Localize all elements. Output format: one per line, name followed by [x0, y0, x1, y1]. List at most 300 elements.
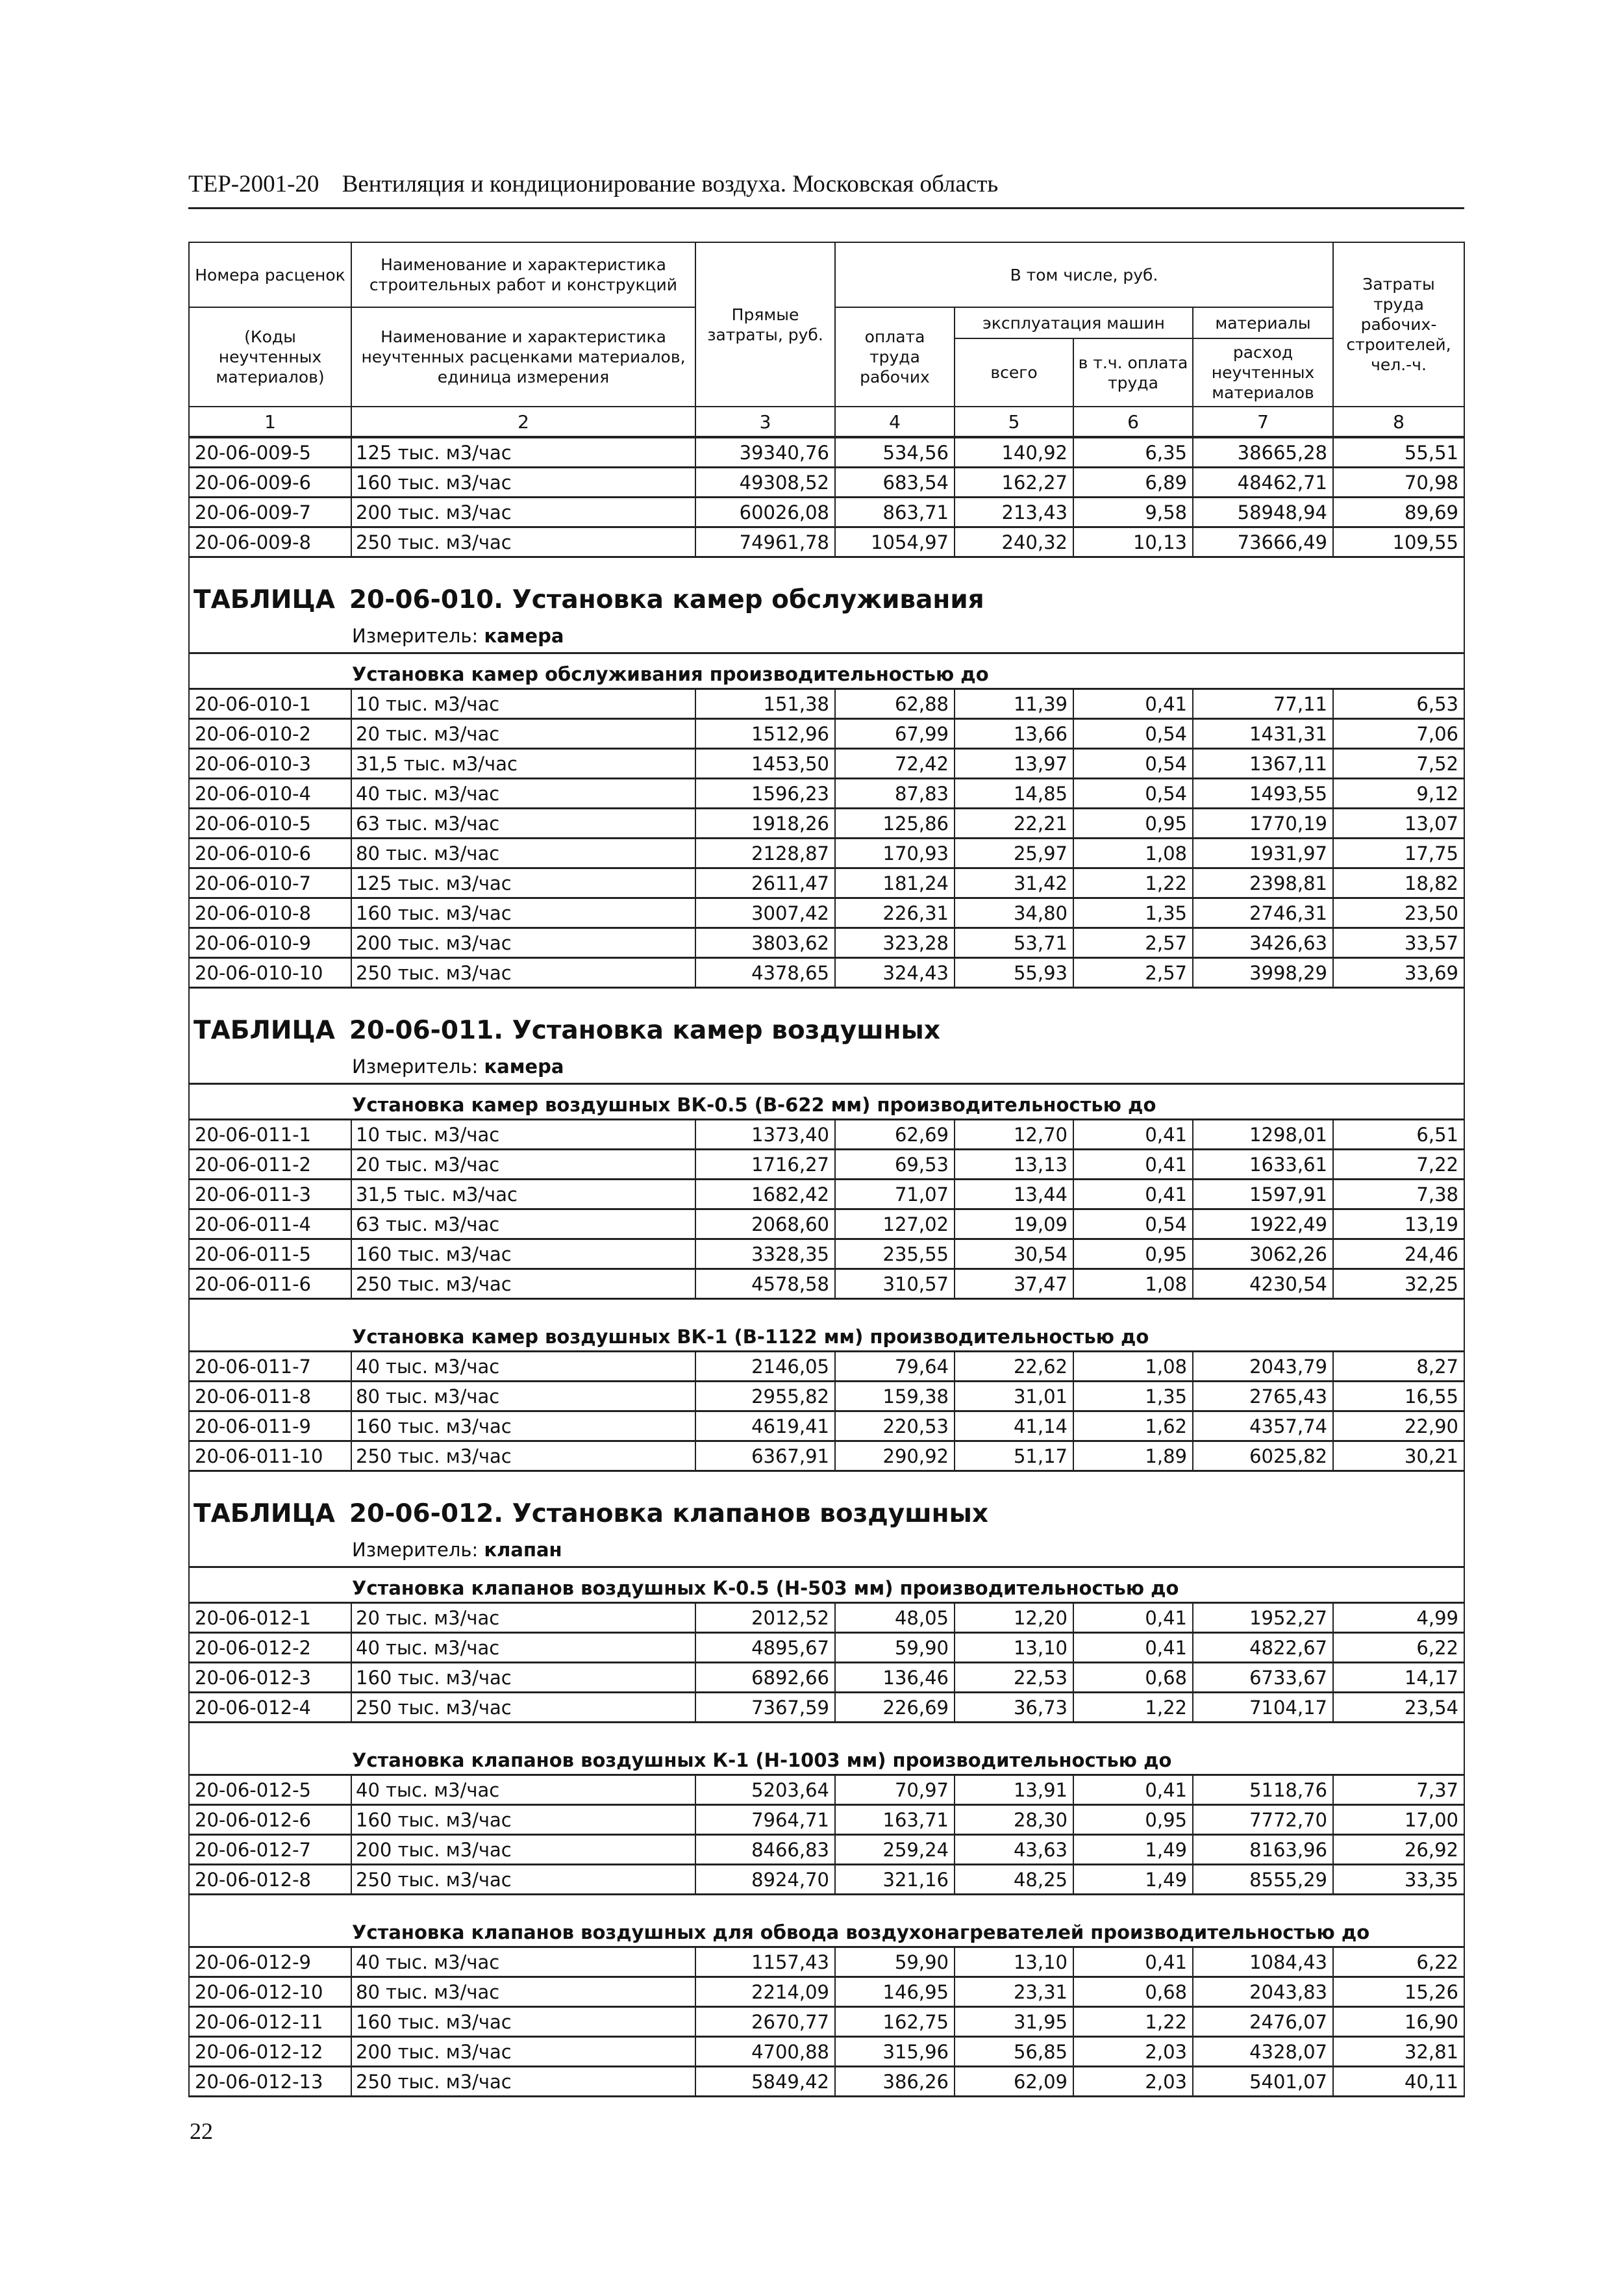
cell-work-name: 160 тыс. м3/час: [351, 898, 695, 928]
group-heading: Установка камер воздушных ВК-0.5 (В-622 мм) производительностью до: [189, 1084, 1464, 1120]
cell-work-name: 40 тыс. м3/час: [351, 1947, 695, 1977]
cell-materials-unaccounted: 3426,63: [1193, 928, 1333, 958]
cell-machines-total: 240,32: [955, 527, 1073, 557]
cell-direct-costs: 1453,50: [695, 749, 835, 779]
cell-work-name: 250 тыс. м3/час: [351, 1441, 695, 1471]
cell-materials-unaccounted: 1431,31: [1193, 719, 1333, 749]
cell-machines-total: 13,10: [955, 1947, 1073, 1977]
cell-labor-hours: 30,21: [1333, 1441, 1464, 1471]
meter-unit: клапан: [484, 1539, 562, 1561]
table-row: [189, 2007, 1464, 2037]
table-header: [189, 242, 1464, 407]
cell-materials-unaccounted: 2476,07: [1193, 2007, 1333, 2037]
cell-work-name: 31,5 тыс. м3/час: [351, 749, 695, 779]
table-label: ТАБЛИЦА: [194, 1016, 335, 1045]
cell-rate-code: 20-06-010-9: [189, 928, 351, 958]
cell-work-name: 20 тыс. м3/час: [351, 1603, 695, 1633]
cell-machines-total: 22,53: [955, 1663, 1073, 1693]
table-body: [189, 407, 1464, 2097]
table-row: [189, 1239, 1464, 1269]
cell-labor-pay: 127,02: [835, 1209, 955, 1239]
cell-labor-hours: 6,51: [1333, 1120, 1464, 1150]
table-row: [189, 2037, 1464, 2067]
cell-direct-costs: 3803,62: [695, 928, 835, 958]
cell-machines-labor: 1,49: [1073, 1835, 1193, 1865]
cell-labor-hours: 6,22: [1333, 1633, 1464, 1663]
cell-machines-labor: 2,57: [1073, 958, 1193, 988]
cell-labor-hours: 13,19: [1333, 1209, 1464, 1239]
cell-labor-hours: 55,51: [1333, 437, 1464, 468]
header-labor-costs: Затраты труда рабочих-строителей, чел.-ч.: [1333, 242, 1464, 407]
cell-machines-total: 41,14: [955, 1411, 1073, 1441]
cell-labor-hours: 26,92: [1333, 1835, 1464, 1865]
table-row: [189, 1180, 1464, 1209]
cell-direct-costs: 4619,41: [695, 1411, 835, 1441]
document-title: Вентиляция и кондиционирование воздуха. Московская область: [342, 171, 999, 197]
cell-materials-unaccounted: 1770,19: [1193, 809, 1333, 839]
group-heading-row: [189, 653, 1464, 689]
cell-labor-hours: 4,99: [1333, 1603, 1464, 1633]
cell-machines-labor: 0,95: [1073, 1239, 1193, 1269]
cell-machines-labor: 1,35: [1073, 1382, 1193, 1411]
cell-labor-hours: 23,54: [1333, 1693, 1464, 1723]
cell-machines-labor: 0,41: [1073, 1120, 1193, 1150]
cell-labor-pay: 235,55: [835, 1239, 955, 1269]
cell-direct-costs: 5203,64: [695, 1775, 835, 1805]
cell-materials-unaccounted: 2765,43: [1193, 1382, 1333, 1411]
cell-labor-hours: 8,27: [1333, 1352, 1464, 1382]
meter: [189, 1052, 1464, 1084]
cell-work-name: 250 тыс. м3/час: [351, 1865, 695, 1895]
cell-labor-pay: 386,26: [835, 2067, 955, 2097]
cell-direct-costs: 2670,77: [695, 2007, 835, 2037]
cell-labor-pay: 534,56: [835, 437, 955, 468]
cell-labor-pay: 125,86: [835, 809, 955, 839]
cell-work-name: 40 тыс. м3/час: [351, 1352, 695, 1382]
cell-labor-pay: 162,75: [835, 2007, 955, 2037]
cell-machines-labor: 6,89: [1073, 468, 1193, 498]
cell-machines-total: 31,01: [955, 1382, 1073, 1411]
cell-labor-pay: 87,83: [835, 779, 955, 809]
table-row: [189, 1352, 1464, 1382]
cell-machines-labor: 0,68: [1073, 1977, 1193, 2007]
table-row: [189, 437, 1464, 468]
group-heading-row: [189, 1723, 1464, 1775]
cell-work-name: 250 тыс. м3/час: [351, 958, 695, 988]
cell-rate-code: 20-06-012-8: [189, 1865, 351, 1895]
cell-rate-code: 20-06-009-5: [189, 437, 351, 468]
cell-materials-unaccounted: 38665,28: [1193, 437, 1333, 468]
table-row: [189, 1411, 1464, 1441]
cell-machines-labor: 2,03: [1073, 2037, 1193, 2067]
cell-labor-pay: 59,90: [835, 1633, 955, 1663]
cell-rate-code: 20-06-011-1: [189, 1120, 351, 1150]
cell-machines-total: 14,85: [955, 779, 1073, 809]
cell-machines-labor: 1,08: [1073, 1269, 1193, 1299]
table-title: [189, 988, 1464, 1052]
cell-direct-costs: 2012,52: [695, 1603, 835, 1633]
cell-work-name: 20 тыс. м3/час: [351, 719, 695, 749]
cell-machines-total: 37,47: [955, 1269, 1073, 1299]
cell-work-name: 160 тыс. м3/час: [351, 2007, 695, 2037]
cell-machines-labor: 1,89: [1073, 1441, 1193, 1471]
cell-machines-labor: 1,08: [1073, 839, 1193, 868]
cell-labor-hours: 32,25: [1333, 1269, 1464, 1299]
group-heading: Установка клапанов воздушных К-1 (Н-1003 мм) производительностью до: [189, 1723, 1464, 1775]
cell-materials-unaccounted: 3062,26: [1193, 1239, 1333, 1269]
cell-labor-hours: 6,22: [1333, 1947, 1464, 1977]
cell-labor-pay: 70,97: [835, 1775, 955, 1805]
cell-work-name: 31,5 тыс. м3/час: [351, 1180, 695, 1209]
cell-machines-total: 30,54: [955, 1239, 1073, 1269]
cell-labor-hours: 7,52: [1333, 749, 1464, 779]
cell-materials-unaccounted: 7104,17: [1193, 1693, 1333, 1723]
group-heading: Установка клапанов воздушных К-0.5 (Н-503 мм) производительностью до: [189, 1567, 1464, 1603]
cell-labor-pay: 324,43: [835, 958, 955, 988]
cell-machines-total: 51,17: [955, 1441, 1073, 1471]
cell-direct-costs: 2128,87: [695, 839, 835, 868]
column-number: 5: [955, 407, 1073, 437]
table-row: [189, 498, 1464, 527]
price-table: [188, 242, 1465, 2097]
cell-machines-labor: 0,41: [1073, 1150, 1193, 1180]
group-heading-row: [189, 1299, 1464, 1352]
table-row: [189, 1835, 1464, 1865]
cell-rate-code: 20-06-012-6: [189, 1805, 351, 1835]
cell-labor-hours: 17,75: [1333, 839, 1464, 868]
cell-work-name: 200 тыс. м3/час: [351, 2037, 695, 2067]
header-machines-labor: в т.ч. оплата труда: [1073, 338, 1193, 407]
column-number: 8: [1333, 407, 1464, 437]
table-row: [189, 1663, 1464, 1693]
cell-labor-hours: 33,57: [1333, 928, 1464, 958]
cell-direct-costs: 4895,67: [695, 1633, 835, 1663]
cell-machines-total: 13,44: [955, 1180, 1073, 1209]
cell-work-name: 250 тыс. м3/час: [351, 527, 695, 557]
cell-machines-total: 12,70: [955, 1120, 1073, 1150]
cell-machines-total: 140,92: [955, 437, 1073, 468]
cell-labor-pay: 1054,97: [835, 527, 955, 557]
table-title-text: 20-06-011. Установка камер воздушных: [349, 1016, 940, 1045]
cell-machines-labor: 2,03: [1073, 2067, 1193, 2097]
cell-machines-total: 31,42: [955, 868, 1073, 898]
cell-work-name: 80 тыс. м3/час: [351, 1977, 695, 2007]
cell-work-name: 63 тыс. м3/час: [351, 1209, 695, 1239]
cell-rate-code: 20-06-010-7: [189, 868, 351, 898]
cell-rate-code: 20-06-010-10: [189, 958, 351, 988]
cell-work-name: 160 тыс. м3/час: [351, 1411, 695, 1441]
cell-direct-costs: 2955,82: [695, 1382, 835, 1411]
table-row: [189, 1382, 1464, 1411]
cell-labor-pay: 146,95: [835, 1977, 955, 2007]
table-row: [189, 839, 1464, 868]
header-in-total: В том числе, руб.: [835, 242, 1333, 307]
meter-label: Измеритель:: [352, 1539, 479, 1561]
cell-work-name: 80 тыс. м3/час: [351, 839, 695, 868]
cell-rate-code: 20-06-012-12: [189, 2037, 351, 2067]
cell-direct-costs: 4578,58: [695, 1269, 835, 1299]
cell-materials-unaccounted: 1367,11: [1193, 749, 1333, 779]
cell-rate-code: 20-06-012-9: [189, 1947, 351, 1977]
cell-materials-unaccounted: 2043,83: [1193, 1977, 1333, 2007]
cell-materials-unaccounted: 2746,31: [1193, 898, 1333, 928]
meter-row: [189, 621, 1464, 653]
cell-machines-total: 25,97: [955, 839, 1073, 868]
cell-labor-pay: 290,92: [835, 1441, 955, 1471]
cell-machines-total: 55,93: [955, 958, 1073, 988]
header-rate-numbers: Номера расценок: [189, 242, 351, 307]
cell-rate-code: 20-06-010-8: [189, 898, 351, 928]
cell-labor-pay: 170,93: [835, 839, 955, 868]
cell-rate-code: 20-06-012-4: [189, 1693, 351, 1723]
table-row: [189, 527, 1464, 557]
cell-labor-hours: 17,00: [1333, 1805, 1464, 1835]
cell-machines-labor: 0,41: [1073, 1180, 1193, 1209]
cell-machines-total: 23,31: [955, 1977, 1073, 2007]
cell-rate-code: 20-06-011-8: [189, 1382, 351, 1411]
header-material-names: Наименование и характеристика неучтенных расценками материалов, единица измерения: [351, 307, 695, 407]
table-row: [189, 898, 1464, 928]
cell-work-name: 40 тыс. м3/час: [351, 779, 695, 809]
cell-work-name: 10 тыс. м3/час: [351, 1120, 695, 1150]
meter-unit: камера: [484, 625, 564, 647]
cell-direct-costs: 60026,08: [695, 498, 835, 527]
cell-machines-labor: 0,54: [1073, 749, 1193, 779]
cell-machines-labor: 0,54: [1073, 719, 1193, 749]
cell-machines-total: 22,62: [955, 1352, 1073, 1382]
table-row: [189, 1775, 1464, 1805]
cell-machines-labor: 0,41: [1073, 1947, 1193, 1977]
table-title-row: [189, 988, 1464, 1052]
cell-labor-pay: 220,53: [835, 1411, 955, 1441]
cell-direct-costs: 7964,71: [695, 1805, 835, 1835]
cell-labor-hours: 14,17: [1333, 1663, 1464, 1693]
cell-direct-costs: 2068,60: [695, 1209, 835, 1239]
header-material-codes: (Коды неучтенных материалов): [189, 307, 351, 407]
cell-labor-pay: 159,38: [835, 1382, 955, 1411]
cell-machines-total: 28,30: [955, 1805, 1073, 1835]
cell-machines-total: 22,21: [955, 809, 1073, 839]
cell-work-name: 80 тыс. м3/час: [351, 1382, 695, 1411]
cell-materials-unaccounted: 4230,54: [1193, 1269, 1333, 1299]
cell-work-name: 40 тыс. м3/час: [351, 1633, 695, 1663]
cell-work-name: 200 тыс. м3/час: [351, 498, 695, 527]
column-number: 6: [1073, 407, 1193, 437]
cell-rate-code: 20-06-010-1: [189, 689, 351, 719]
cell-direct-costs: 8466,83: [695, 1835, 835, 1865]
table-row: [189, 779, 1464, 809]
cell-direct-costs: 3328,35: [695, 1239, 835, 1269]
cell-materials-unaccounted: 7772,70: [1193, 1805, 1333, 1835]
cell-rate-code: 20-06-011-10: [189, 1441, 351, 1471]
cell-labor-hours: 7,38: [1333, 1180, 1464, 1209]
header-machines-total: всего: [955, 338, 1073, 407]
document-code: ТЕР-2001-20: [188, 171, 319, 197]
cell-rate-code: 20-06-011-5: [189, 1239, 351, 1269]
cell-machines-total: 13,13: [955, 1150, 1073, 1180]
table-row: [189, 1865, 1464, 1895]
table-row: [189, 958, 1464, 988]
cell-labor-hours: 109,55: [1333, 527, 1464, 557]
cell-labor-hours: 9,12: [1333, 779, 1464, 809]
cell-machines-total: 56,85: [955, 2037, 1073, 2067]
cell-machines-labor: 0,41: [1073, 1633, 1193, 1663]
cell-materials-unaccounted: 8163,96: [1193, 1835, 1333, 1865]
cell-direct-costs: 2146,05: [695, 1352, 835, 1382]
cell-rate-code: 20-06-010-5: [189, 809, 351, 839]
cell-direct-costs: 1157,43: [695, 1947, 835, 1977]
cell-work-name: 160 тыс. м3/час: [351, 468, 695, 498]
cell-machines-labor: 0,41: [1073, 1603, 1193, 1633]
group-heading: Установка камер обслуживания производительностью до: [189, 653, 1464, 689]
table-row: [189, 1977, 1464, 2007]
header-labor-pay: оплата труда рабочих: [835, 307, 955, 407]
cell-direct-costs: 5849,42: [695, 2067, 835, 2097]
cell-materials-unaccounted: 1597,91: [1193, 1180, 1333, 1209]
cell-labor-hours: 32,81: [1333, 2037, 1464, 2067]
header-materials-unaccounted: расход неучтенных материалов: [1193, 338, 1333, 407]
cell-work-name: 63 тыс. м3/час: [351, 809, 695, 839]
cell-direct-costs: 6892,66: [695, 1663, 835, 1693]
cell-machines-total: 48,25: [955, 1865, 1073, 1895]
cell-work-name: 160 тыс. м3/час: [351, 1805, 695, 1835]
cell-rate-code: 20-06-011-9: [189, 1411, 351, 1441]
cell-labor-hours: 13,07: [1333, 809, 1464, 839]
cell-materials-unaccounted: 8555,29: [1193, 1865, 1333, 1895]
cell-rate-code: 20-06-011-2: [189, 1150, 351, 1180]
cell-machines-total: 12,20: [955, 1603, 1073, 1633]
cell-labor-pay: 863,71: [835, 498, 955, 527]
price-table-sheet: [188, 242, 1464, 2097]
cell-direct-costs: 8924,70: [695, 1865, 835, 1895]
cell-rate-code: 20-06-010-6: [189, 839, 351, 868]
cell-machines-total: 13,10: [955, 1633, 1073, 1663]
column-number: 4: [835, 407, 955, 437]
cell-machines-total: 13,66: [955, 719, 1073, 749]
cell-labor-pay: 72,42: [835, 749, 955, 779]
cell-machines-labor: 2,57: [1073, 928, 1193, 958]
cell-machines-labor: 0,41: [1073, 689, 1193, 719]
cell-direct-costs: 1716,27: [695, 1150, 835, 1180]
cell-machines-labor: 1,22: [1073, 2007, 1193, 2037]
cell-direct-costs: 74961,78: [695, 527, 835, 557]
column-number-row: [189, 407, 1464, 437]
cell-rate-code: 20-06-012-11: [189, 2007, 351, 2037]
cell-machines-labor: 0,95: [1073, 809, 1193, 839]
cell-labor-pay: 315,96: [835, 2037, 955, 2067]
cell-labor-pay: 259,24: [835, 1835, 955, 1865]
cell-rate-code: 20-06-009-7: [189, 498, 351, 527]
meter-row: [189, 1052, 1464, 1084]
cell-rate-code: 20-06-012-7: [189, 1835, 351, 1865]
cell-materials-unaccounted: 1298,01: [1193, 1120, 1333, 1150]
cell-rate-code: 20-06-012-2: [189, 1633, 351, 1663]
cell-labor-pay: 683,54: [835, 468, 955, 498]
cell-materials-unaccounted: 1931,97: [1193, 839, 1333, 868]
cell-machines-total: 53,71: [955, 928, 1073, 958]
cell-labor-hours: 16,90: [1333, 2007, 1464, 2037]
table-row: [189, 749, 1464, 779]
cell-labor-pay: 59,90: [835, 1947, 955, 1977]
cell-direct-costs: 6367,91: [695, 1441, 835, 1471]
cell-labor-pay: 48,05: [835, 1603, 955, 1633]
cell-labor-hours: 18,82: [1333, 868, 1464, 898]
cell-machines-total: 213,43: [955, 498, 1073, 527]
cell-labor-pay: 310,57: [835, 1269, 955, 1299]
table-row: [189, 719, 1464, 749]
group-heading: Установка клапанов воздушных для обвода воздухонагревателей производительностью до: [189, 1895, 1464, 1947]
cell-direct-costs: 4700,88: [695, 2037, 835, 2067]
cell-materials-unaccounted: 3998,29: [1193, 958, 1333, 988]
cell-machines-total: 11,39: [955, 689, 1073, 719]
cell-rate-code: 20-06-011-6: [189, 1269, 351, 1299]
cell-direct-costs: 4378,65: [695, 958, 835, 988]
cell-materials-unaccounted: 4822,67: [1193, 1633, 1333, 1663]
cell-direct-costs: 49308,52: [695, 468, 835, 498]
cell-direct-costs: 2611,47: [695, 868, 835, 898]
cell-direct-costs: 1682,42: [695, 1180, 835, 1209]
cell-labor-pay: 62,69: [835, 1120, 955, 1150]
cell-machines-total: 36,73: [955, 1693, 1073, 1723]
cell-direct-costs: 1596,23: [695, 779, 835, 809]
cell-machines-total: 34,80: [955, 898, 1073, 928]
cell-direct-costs: 151,38: [695, 689, 835, 719]
page-number: 22: [190, 2118, 213, 2144]
table-row: [189, 468, 1464, 498]
cell-labor-hours: 40,11: [1333, 2067, 1464, 2097]
header-direct-costs: Прямые затраты, руб.: [695, 242, 835, 407]
header-work-name: Наименование и характеристика строительных работ и конструкций: [351, 242, 695, 307]
cell-labor-pay: 226,69: [835, 1693, 955, 1723]
cell-rate-code: 20-06-010-3: [189, 749, 351, 779]
cell-rate-code: 20-06-009-8: [189, 527, 351, 557]
cell-materials-unaccounted: 77,11: [1193, 689, 1333, 719]
cell-labor-pay: 163,71: [835, 1805, 955, 1835]
table-row: [189, 928, 1464, 958]
cell-materials-unaccounted: 2043,79: [1193, 1352, 1333, 1382]
cell-rate-code: 20-06-012-3: [189, 1663, 351, 1693]
meter-row: [189, 1535, 1464, 1567]
group-heading: Установка камер воздушных ВК-1 (В-1122 мм) производительностью до: [189, 1299, 1464, 1352]
cell-work-name: 250 тыс. м3/час: [351, 1269, 695, 1299]
group-heading-row: [189, 1084, 1464, 1120]
cell-work-name: 200 тыс. м3/час: [351, 928, 695, 958]
cell-rate-code: 20-06-010-2: [189, 719, 351, 749]
cell-labor-hours: 15,26: [1333, 1977, 1464, 2007]
cell-labor-hours: 70,98: [1333, 468, 1464, 498]
cell-rate-code: 20-06-009-6: [189, 468, 351, 498]
cell-work-name: 125 тыс. м3/час: [351, 437, 695, 468]
cell-machines-labor: 6,35: [1073, 437, 1193, 468]
table-title: [189, 1471, 1464, 1535]
table-row: [189, 1805, 1464, 1835]
cell-labor-hours: 7,37: [1333, 1775, 1464, 1805]
table-row: [189, 689, 1464, 719]
cell-labor-hours: 24,46: [1333, 1239, 1464, 1269]
page-header: [188, 170, 1464, 209]
meter-label: Измеритель:: [352, 625, 479, 647]
table-row: [189, 1150, 1464, 1180]
cell-rate-code: 20-06-010-4: [189, 779, 351, 809]
cell-rate-code: 20-06-012-13: [189, 2067, 351, 2097]
cell-direct-costs: 2214,09: [695, 1977, 835, 2007]
column-number: 7: [1193, 407, 1333, 437]
table-label: ТАБЛИЦА: [194, 585, 335, 614]
cell-labor-pay: 79,64: [835, 1352, 955, 1382]
cell-labor-hours: 33,69: [1333, 958, 1464, 988]
cell-machines-total: 13,97: [955, 749, 1073, 779]
cell-labor-hours: 23,50: [1333, 898, 1464, 928]
